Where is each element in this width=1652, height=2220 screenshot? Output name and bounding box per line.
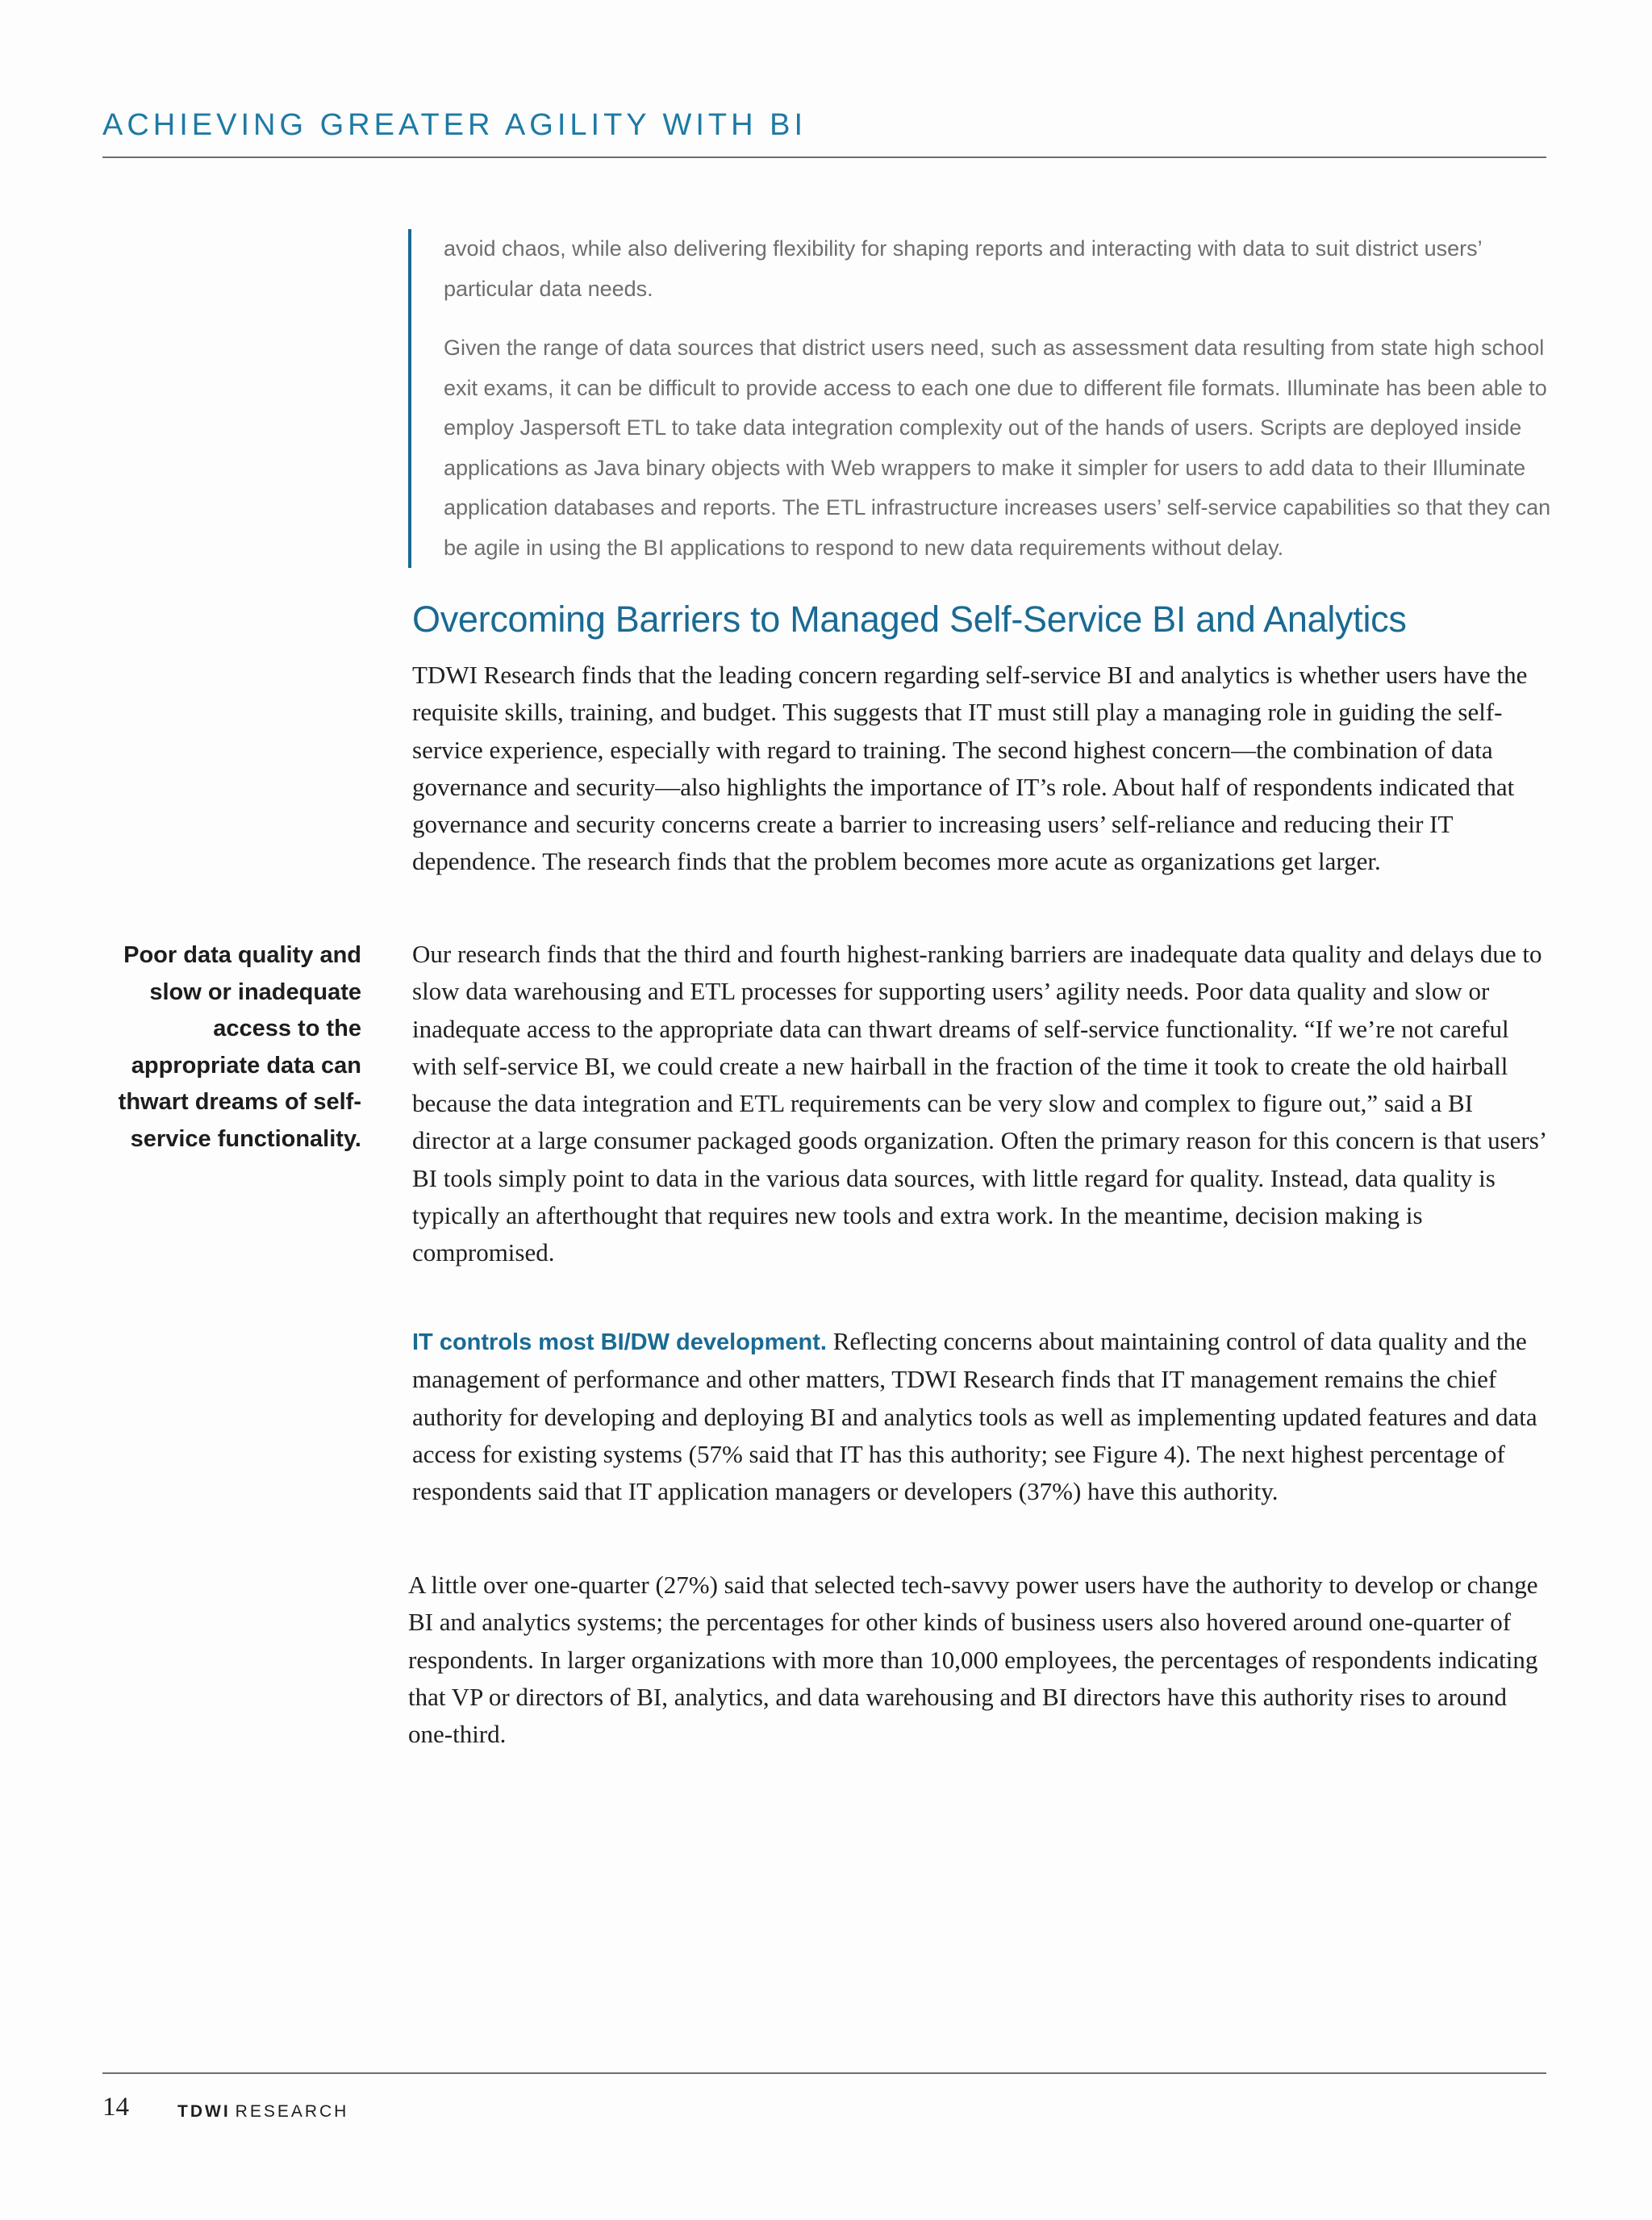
paragraph-lead-in: IT controls most BI/DW development. (412, 1329, 827, 1355)
brand-name: TDWI (177, 2102, 231, 2121)
footer-brand-logo (177, 2102, 348, 2122)
sidebar-callout (408, 229, 1554, 568)
pull-quote: Poor data quality and slow or inadequate access to the appropriate data can thwart dreams of self-service functionality. (118, 942, 361, 1152)
body-paragraph-4: A little over one-quarter (27%) said that selected tech-savvy power users have the authority to develop or change BI and analytics systems; the percentages for other kinds of business users also hovered around one-quarter of respondents. In larger organizations with more than 10,000 employees, the percentages of respondents indicating that VP or directors of BI, analytics, and data warehousing and BI directors have this authority rises to around one-third. (408, 1571, 1538, 1749)
brand-suffix: RESEARCH (235, 2102, 349, 2121)
page-number: 14 (102, 2093, 129, 2122)
callout-paragraph-1: avoid chaos, while also delivering flexibility for shaping reports and interacting with data to suit district users’ particular data needs. (444, 236, 1482, 301)
body-paragraph-1: TDWI Research finds that the leading concern regarding self-service BI and analytics is whether users have the requisite skills, training, and budget. This suggests that IT must still play a managing role in guiding the self-service experience, especially with regard to training. The second highest concern—the combination of data governance and security—also highlights the importance of IT’s role. About half of respondents indicated that governance and security concerns create a barrier to increasing users’ self-reliance and reducing their IT dependence. The research finds that the problem becomes more acute as organizations get larger. (412, 661, 1528, 876)
paragraph-3-text: Reflecting concerns about maintaining control of data quality and the management of performance and other matters, TDWI Research finds that IT management remains the chief authority for developing and deploying BI and analytics tools as well as implementing updated features and data access for existing systems (57% said that IT has this authority; see Figure 4). The next highest percentage of respondents said that IT application managers or developers (37%) have this authority. (412, 1327, 1537, 1506)
section-heading: Overcoming Barriers to Managed Self-Service BI and Analytics (412, 599, 1407, 640)
running-header: ACHIEVING GREATER AGILITY WITH BI (102, 108, 807, 142)
body-paragraph-2: Our research finds that the third and fourth highest-ranking barriers are inadequate data quality and delays due to slow data warehousing and ETL processes for supporting users’ agility needs. Poor data quality and slow or inadequate access to the appropriate data can thwart dreams of self-service functionality. “If we’re not careful with self-service BI, we could create a new hairball in the fraction of the time it took to create the old hairball because the data integration and ETL requirements can be very slow and complex to figure out,” said a BI director at a large consumer packaged goods organization. Often the primary reason for this concern is that users’ BI tools simply point to data in the various data sources, with little regard for quality. Instead, data quality is typically an afterthought that requires new tools and extra work. In the meantime, decision making is compromised. (412, 940, 1546, 1267)
footer-divider (102, 2072, 1546, 2074)
body-paragraph-3 (412, 1323, 1554, 1510)
callout-paragraph-2: Given the range of data sources that district users need, such as assessment data resulting from state high school exit exams, it can be difficult to provide access to each one due to different file formats. Illuminate has been able to employ Jaspersoft ETL to take data integration complexity out of the hands of users. Scripts are deployed inside applications as Java binary objects with Web wrappers to make it simpler for users to add data to their Illuminate application databases and reports. The ETL infrastructure increases users’ self-service capabilities so that they can be agile in using the BI applications to respond to new data requirements without delay. (444, 336, 1551, 560)
header-divider (102, 156, 1546, 158)
